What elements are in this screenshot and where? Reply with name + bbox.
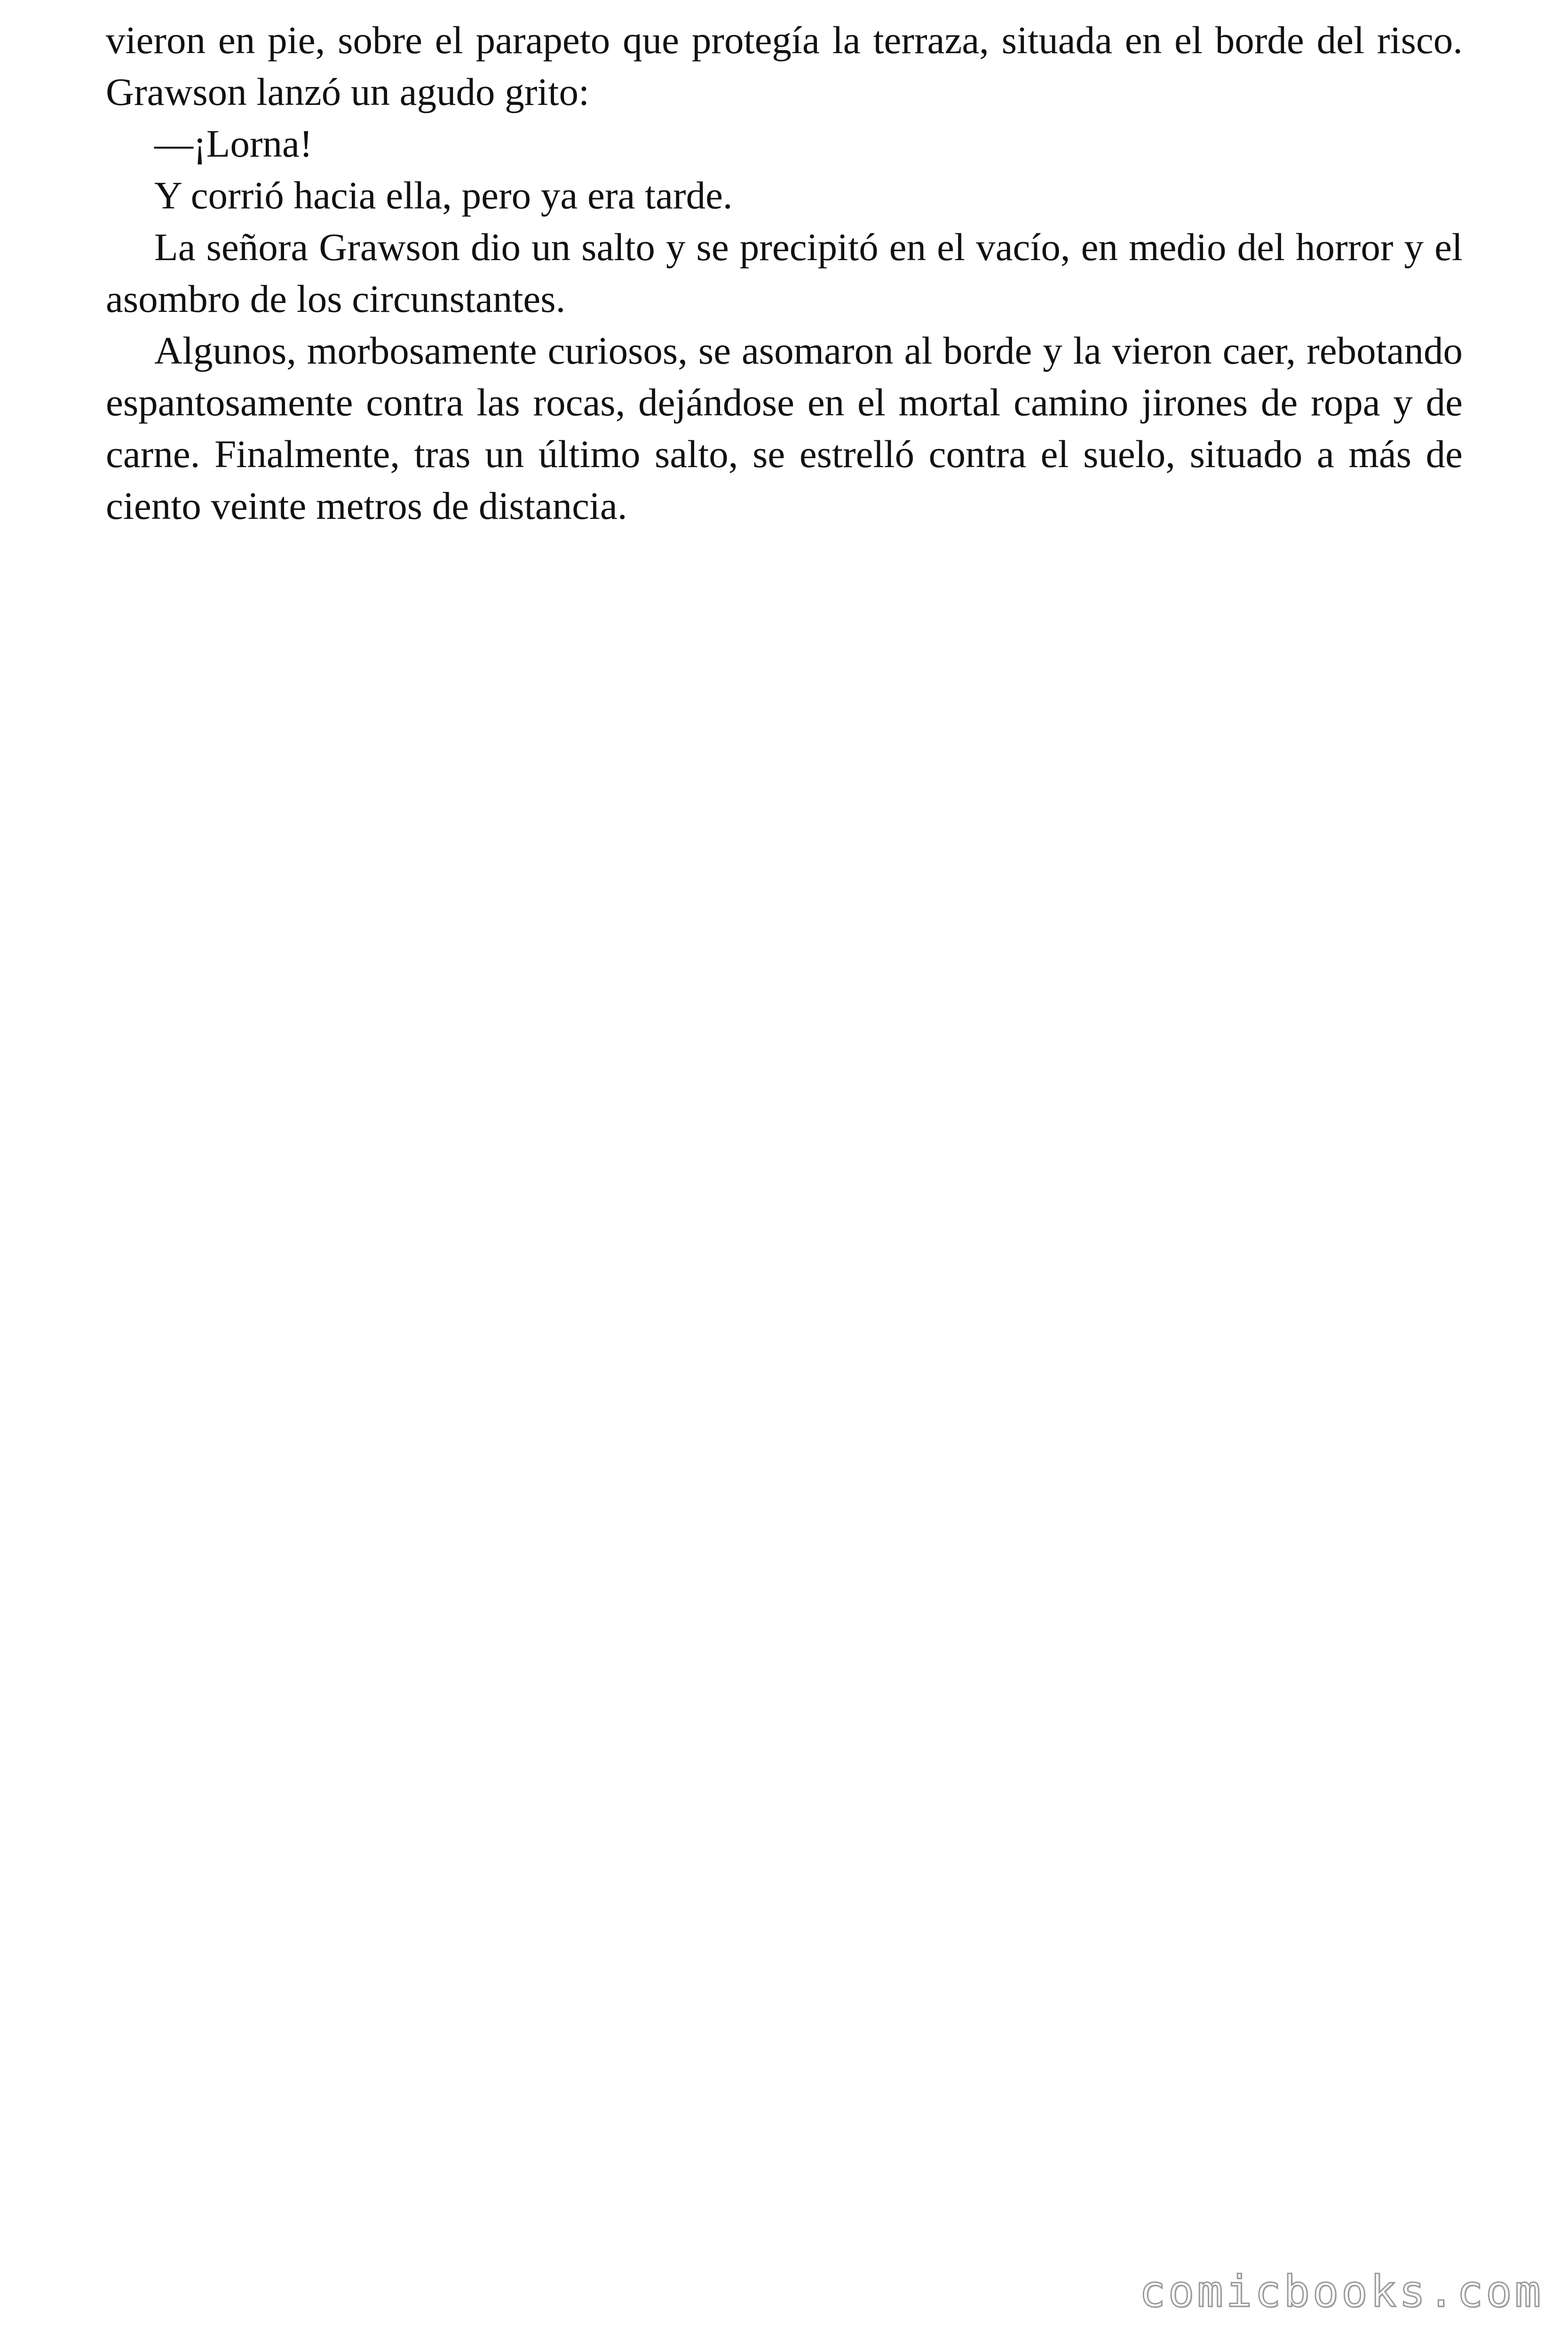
paragraph-continuation: vieron en pie, sobre el parapeto que protegía la terraza, situada en el borde del risco. Grawson lanzó un agudo grito:: [106, 18, 1463, 113]
paragraph: La señora Grawson dio un salto y se precipitó en el vacío, en medio del horror y el asombro de los circunstantes.: [106, 225, 1463, 320]
paragraph-dialogue: —¡Lorna!: [154, 122, 313, 165]
paragraph-short: Y corrió hacia ella, pero ya era tarde.: [154, 174, 733, 217]
watermark: comicbooks.com: [1139, 2266, 1544, 2317]
body-text: [106, 14, 1463, 532]
paragraph: Algunos, morbosamente curiosos, se asomaron al borde y la vieron caer, rebotando espantosamente contra las rocas, dejándose en el mortal camino jirones de ropa y de carne. Finalmente, tras un último salto, se estrelló contra el suelo, situado a más de ciento veinte metros de distancia.: [106, 329, 1463, 527]
